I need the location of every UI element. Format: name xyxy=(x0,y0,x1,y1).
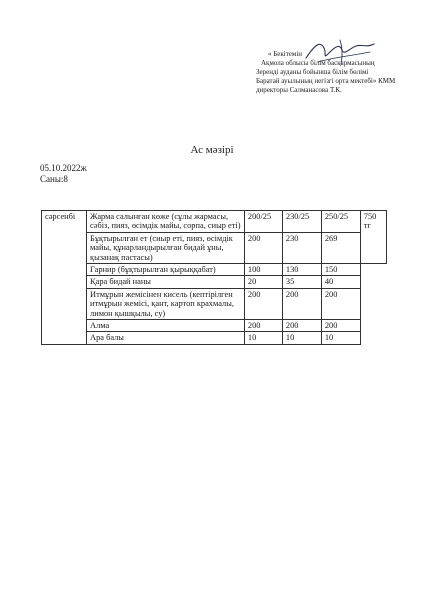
dish-name: Гарнир (бұқтырылған қырыққабат) xyxy=(87,264,245,276)
portion-value: 200/25 xyxy=(244,211,282,233)
portion-value: 200 xyxy=(321,320,360,332)
portion-value: 150 xyxy=(321,264,360,276)
table-row xyxy=(42,232,387,263)
approval-line: Ақмола облысы білім басқармасының xyxy=(261,59,375,67)
day-cell: сәрсенбі xyxy=(42,211,87,345)
portion-value: 40 xyxy=(321,276,360,288)
portion-value: 200 xyxy=(244,288,282,319)
menu-table xyxy=(41,210,387,345)
portion-value: 10 xyxy=(282,332,321,344)
portion-value: 200 xyxy=(282,320,321,332)
dish-name: Бұқтырылған ет (сиыр еті, пияз, өсімдік майы, құнарландырылған бидай ұны, қызанақ пастасы) xyxy=(87,232,245,263)
approval-line: директоры Салманасова Т.К. xyxy=(256,86,342,94)
portion-value: 100 xyxy=(244,264,282,276)
portion-value: 200 xyxy=(321,288,360,319)
portion-count: Саны:8 xyxy=(40,174,68,184)
portion-value: 200 xyxy=(244,232,282,263)
dish-name: Алма xyxy=(87,320,245,332)
portion-value: 10 xyxy=(244,332,282,344)
page-title: Ас мәзірі xyxy=(190,144,234,156)
price-cell: 750 тг xyxy=(360,211,386,264)
table-row xyxy=(42,288,387,319)
portion-value: 35 xyxy=(282,276,321,288)
dish-name: Ара балы xyxy=(87,332,245,344)
approval-line: Зеренді ауданы бойынша білім бөлімі xyxy=(256,68,369,76)
portion-value: 269 xyxy=(321,232,360,263)
table-row xyxy=(42,276,387,288)
table-row xyxy=(42,332,387,344)
table-row xyxy=(42,211,387,233)
empty-cell xyxy=(360,264,386,345)
portion-value: 20 xyxy=(244,276,282,288)
approval-line: Баратай ауылының негізгі орта мектебі» КММ xyxy=(256,77,396,85)
table-row xyxy=(42,320,387,332)
portion-value: 230/25 xyxy=(282,211,321,233)
table-row xyxy=(42,264,387,276)
menu-date: 05.10.2022ж xyxy=(40,163,87,173)
portion-value: 230 xyxy=(282,232,321,263)
approval-line: « Бекітемін xyxy=(268,50,303,58)
portion-value: 130 xyxy=(282,264,321,276)
portion-value: 10 xyxy=(321,332,360,344)
dish-name: Қара бидай наны xyxy=(87,276,245,288)
meta-block xyxy=(40,163,87,185)
portion-value: 200 xyxy=(282,288,321,319)
portion-value: 200 xyxy=(244,320,282,332)
dish-name: Итмұрын жемісінен кисель (кептірілген итмұрын жемісі, қант, картоп крахмалы, лимон қышқылы, су) xyxy=(87,288,245,319)
portion-value: 250/25 xyxy=(321,211,360,233)
approval-block xyxy=(256,50,416,95)
dish-name: Жарма салынған көже (сұлы жармасы, сәбіз, пияз, өсімдік майы, сорпа, сиыр еті) xyxy=(87,211,245,233)
